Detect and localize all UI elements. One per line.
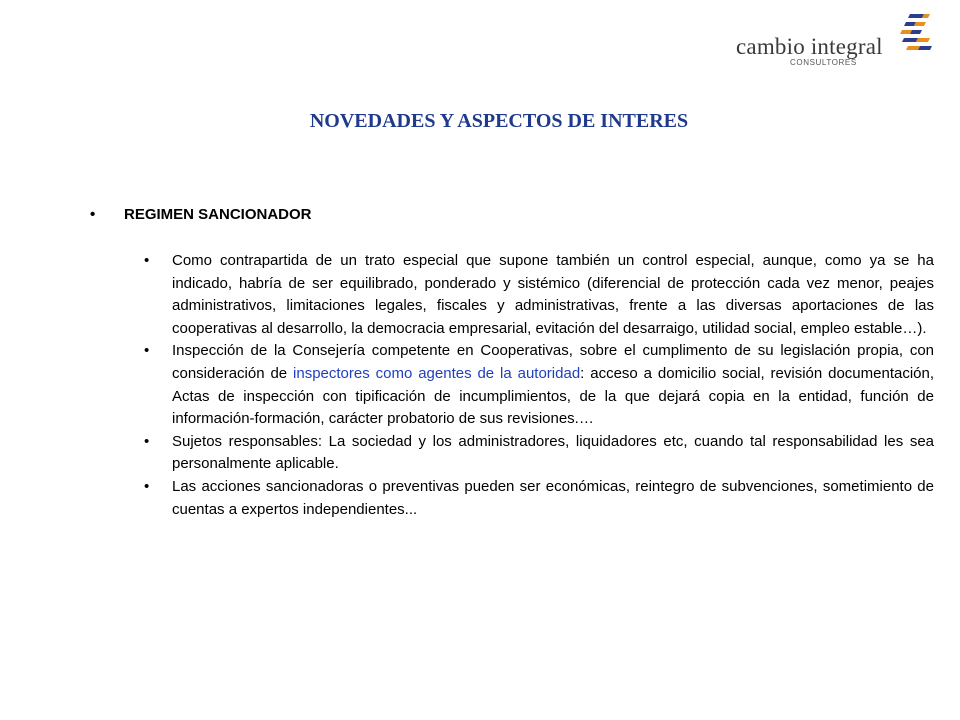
- logo-stripe: [914, 22, 926, 26]
- logo-name: cambio integral: [736, 34, 883, 59]
- logo-stripe: [904, 22, 916, 26]
- logo-stripe: [902, 38, 918, 42]
- page-title: NOVEDADES Y ASPECTOS DE INTERES: [309, 110, 689, 132]
- list-item-text: Sujetos responsables: La sociedad y los administradores, liquidadores etc, cuando tal responsabilidad les sea personalmente aplicable.: [172, 432, 934, 473]
- list-item: [144, 431, 934, 476]
- logo-stripe: [900, 30, 912, 34]
- logo-subtitle: CONSULTORES: [790, 58, 857, 67]
- logo-stripe: [910, 30, 922, 34]
- cambio-integral-logo-mark-icon: [900, 12, 936, 58]
- list-item-text-start: Inspección de la Consejería competente en Cooperativas, sobre el cumplimento de su legislación propia, con consideración de: [172, 342, 934, 382]
- list-item: [144, 340, 934, 430]
- highlighted-text: inspectores como agentes de la autoridad: [293, 364, 581, 382]
- logo-stripe: [916, 38, 930, 42]
- section-heading: [90, 206, 312, 223]
- bullet-marker: •: [144, 432, 150, 450]
- bullet-list: [144, 250, 934, 521]
- list-item: [144, 250, 934, 340]
- bullet-marker: •: [144, 342, 150, 360]
- list-item-text: Como contrapartida de un trato especial que supone también un control especial, aunque, como ya se ha indicado, habría de ser equilibrado, ponderado y sistémico (diferencial de protección cada vez menor, peajes administrativos, limitaciones legales, fiscales y administrativas, frente a las diversas aportaciones de las cooperativas al desarrollo, la democracia empresarial, evitación del desarraigo, utilidad social, empleo estable…).: [172, 252, 934, 337]
- logo-stripe: [908, 14, 924, 18]
- list-item-text: Las acciones sancionadoras o preventivas pueden ser económicas, reintegro de subvenciones, sometimiento de cuentas a expertos independientes...: [172, 477, 934, 518]
- list-item-text-end: : acceso a domicilio social, revisión documentación, Actas de inspección con tipificación de incumplimientos, de la que dejará copia en la entidad, función de información-formación, carácter probatorio de sus revisiones.…: [172, 364, 935, 428]
- bullet-marker: •: [90, 206, 96, 223]
- bullet-marker: •: [144, 252, 150, 269]
- company-logo: [736, 12, 936, 72]
- logo-stripe: [918, 46, 932, 50]
- list-item: [144, 476, 934, 521]
- logo-stripe: [906, 46, 920, 50]
- bullet-marker: •: [144, 477, 150, 495]
- section-heading-text: REGIMEN SANCIONADOR: [124, 206, 312, 223]
